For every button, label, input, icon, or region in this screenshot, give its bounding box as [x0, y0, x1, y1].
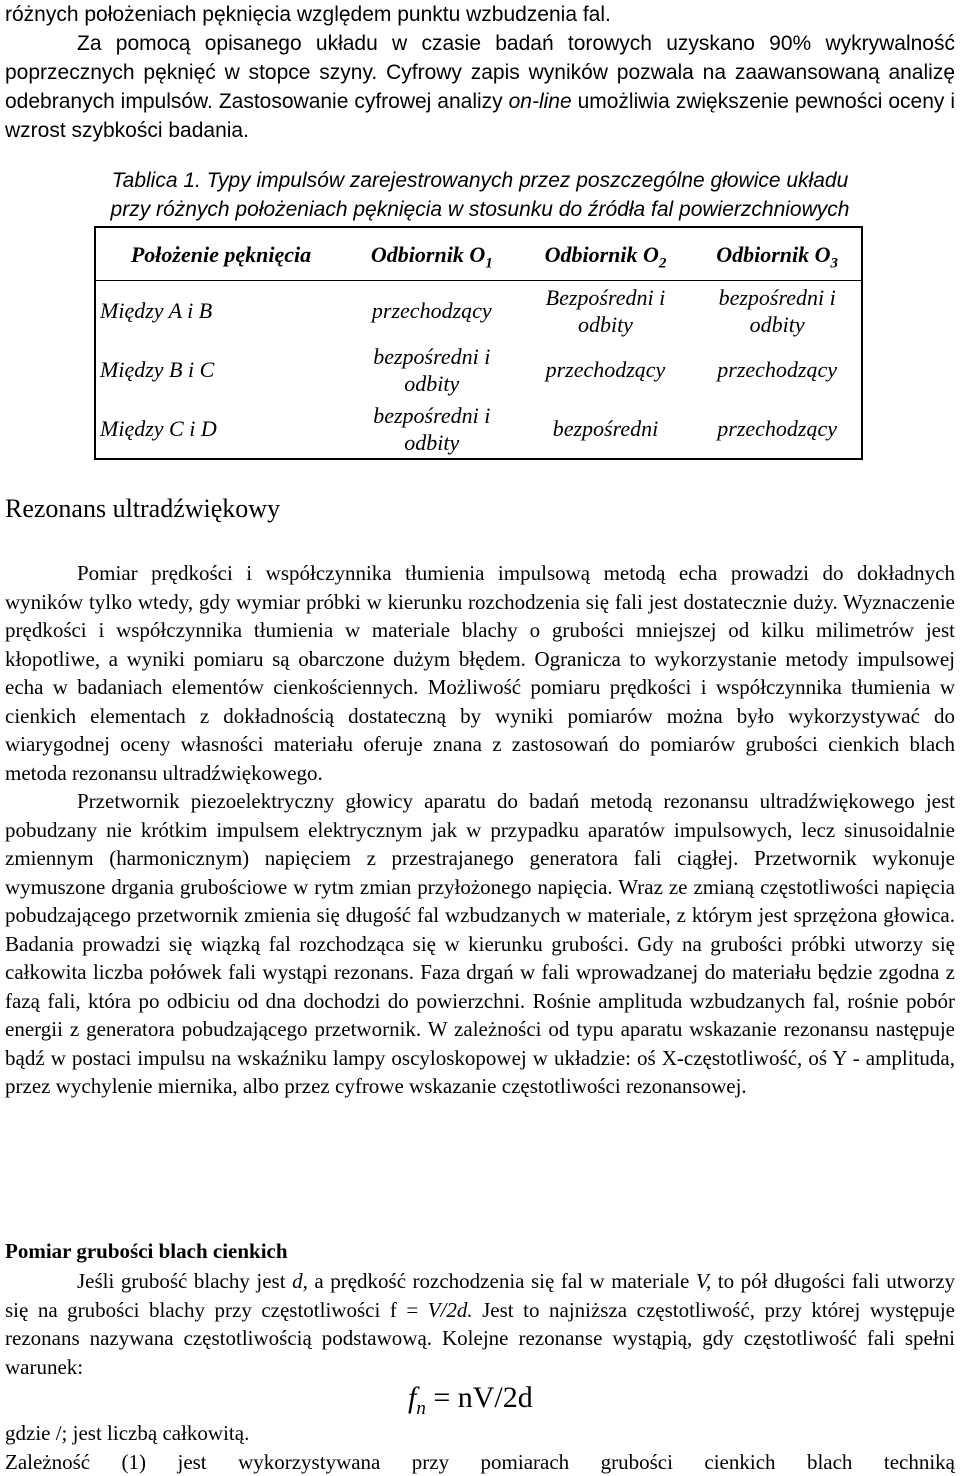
resonance-formula: $f_n = nV/2d$	[408, 1381, 533, 1419]
table-row	[95, 340, 862, 399]
header-receiver-1: Odbiornik $O_1$	[346, 227, 518, 281]
cell-o3: przechodzący	[717, 357, 838, 382]
section-title-thickness: Pomiar grubości blach cienkich	[5, 1239, 288, 1263]
cell-position: Między A i B	[100, 298, 213, 323]
section-thickness-tail	[5, 1419, 955, 1476]
header-receiver-3: Odbiornik $O_3$	[693, 227, 862, 281]
cell-position: Między C i D	[100, 416, 217, 441]
table-header-row	[95, 227, 862, 281]
section-resonance-body	[5, 559, 955, 1101]
cell-o1: przechodzący	[371, 298, 492, 323]
cell-o2: Bezpośredni i odbity	[545, 284, 666, 337]
intro-p1-end: umożliwia zwiększenie pewności oceny i wzrost szybkości badania.	[5, 90, 955, 142]
intro-p1-italic: on-line	[508, 90, 572, 113]
last-line: Zależność (1) jest wykorzystywana przy pomiarach grubości cienkich blach techniką	[5, 1449, 955, 1474]
table-caption	[0, 166, 960, 224]
cell-position: Między B i C	[100, 357, 215, 382]
cell-o1: bezpośredni i odbity	[373, 402, 491, 455]
header-position: Położenie pęknięcia	[95, 227, 346, 281]
thickness-paragraph-1: Jeśli grubość blachy jest d, a prędkość rozchodzenia się fal w materiale V, to pół długości fali utworzy się na grubości blachy przy częstotliwości f = V/2d. Jest to najniższa częstotliwość, przy której występuje rezonans nazywana częstotliwością podstawową. Kolejne rezonanse wystąpią, gdy częstotliwość fali spełni warunek:	[5, 1269, 956, 1379]
intro-line-0: różnych położeniach pęknięcia względem punktu wzbudzenia fal.	[5, 3, 611, 26]
table-row	[95, 281, 862, 341]
table-caption-line-1: Tablica 1. Typy impulsów zarejestrowanych przez poszczególne głowice układu	[111, 169, 849, 192]
section-thickness-body	[5, 1267, 955, 1381]
table-row	[95, 399, 862, 459]
intro-paragraph	[5, 29, 955, 145]
section-title-resonance: Rezonans ultradźwiękowy	[5, 494, 281, 523]
table-caption-line-2: przy różnych położeniach pęknięcia w stosunku do źródła fal powierzchniowych	[110, 198, 850, 221]
intro-p1-start: Za pomocą opisanego układu w czasie badań torowych uzyskano 90% wykrywalność poprzecznych pęknięć w stopce szyny. Cyfrowy zapis wyników pozwala na zaawansowaną analizę odebranych impulsów. Zastosowanie cyfrowej analizy	[5, 32, 955, 113]
intro-text	[5, 0, 955, 145]
cell-o2: przechodzący	[545, 357, 666, 382]
header-receiver-2: Odbiornik $O_2$	[518, 227, 694, 281]
cell-o1: bezpośredni i odbity	[373, 343, 491, 396]
results-table	[94, 226, 863, 460]
cell-o3: przechodzący	[717, 416, 838, 441]
resonance-paragraph-2: Przetwornik piezoelektryczny głowicy aparatu do badań metodą rezonansu ultradźwiękowego jest pobudzany nie krótkim impulsem elektrycznym jak w przypadku aparatów impulsowych, lecz sinusoidalnie zmiennym (harmonicznym) napięciem z przestrajanego generatora fali ciągłej. Przetwornik wykonuje wymuszone drgania grubościowe w rytm zmian przyłożonego napięcia. Wraz ze zmianą częstotliwości napięcia pobudzającego przetwornik zmienia się długość fal wzbudzanych w materiale, z którym jest sprzężona głowica. Badania prowadzi się wiązką fal rozchodząca się w kierunku grubości. Gdy na grubości próbki utworzy się całkowita liczba połówek fali wystąpi rezonans. Faza drgań w fali wprowadzanej do materiału będzie zgodna z fazą fali, która po odbiciu od dna dochodzi do powierzchni. Rośnie amplituda wzbudzanych fal, rośnie pobór energii z generatora pobudzającego przetwornik. W zależności od typu aparatu wskazanie rezonansu następuje bądź w postaci impulsu na wskaźniku lampy oscyloskopowej w układzie: oś X-częstotliwość, oś Y - amplituda, przez wychylenie miernika, albo przez cyfrowe wskazanie częstotliwości rezonansowej.	[5, 789, 955, 1098]
cell-o3: bezpośredni i odbity	[718, 284, 836, 337]
after-formula-line: gdzie /; jest liczbą całkowitą.	[5, 1421, 250, 1445]
resonance-paragraph-1: Pomiar prędkości i współczynnika tłumienia impulsową metodą echa prowadzi do dokładnych wyników tylko wtedy, gdy wymiar próbki w kierunku rozchodzenia się fali jest dostatecznie duży. Wyznaczenie prędkości i współczynnika tłumienia w materiale blachy o grubości mniejszej od kilku milimetrów jest kłopotliwe, a wyniki pomiaru są obarczone dużym błędem. Ogranicza to wykorzystanie metody impulsowej echa w badaniach elementów cienkościennych. Możliwość pomiaru prędkości i współczynnika tłumienia w cienkich elementach z dokładnością dostateczną by wyniki pomiarów można było wykorzystywać do wiarygodnej oceny własności materiału oferuje znana z zastosowań do pomiarów grubości cienkich blach metoda rezonansu ultradźwiękowego.	[5, 561, 955, 785]
cell-o2: bezpośredni	[552, 416, 659, 441]
